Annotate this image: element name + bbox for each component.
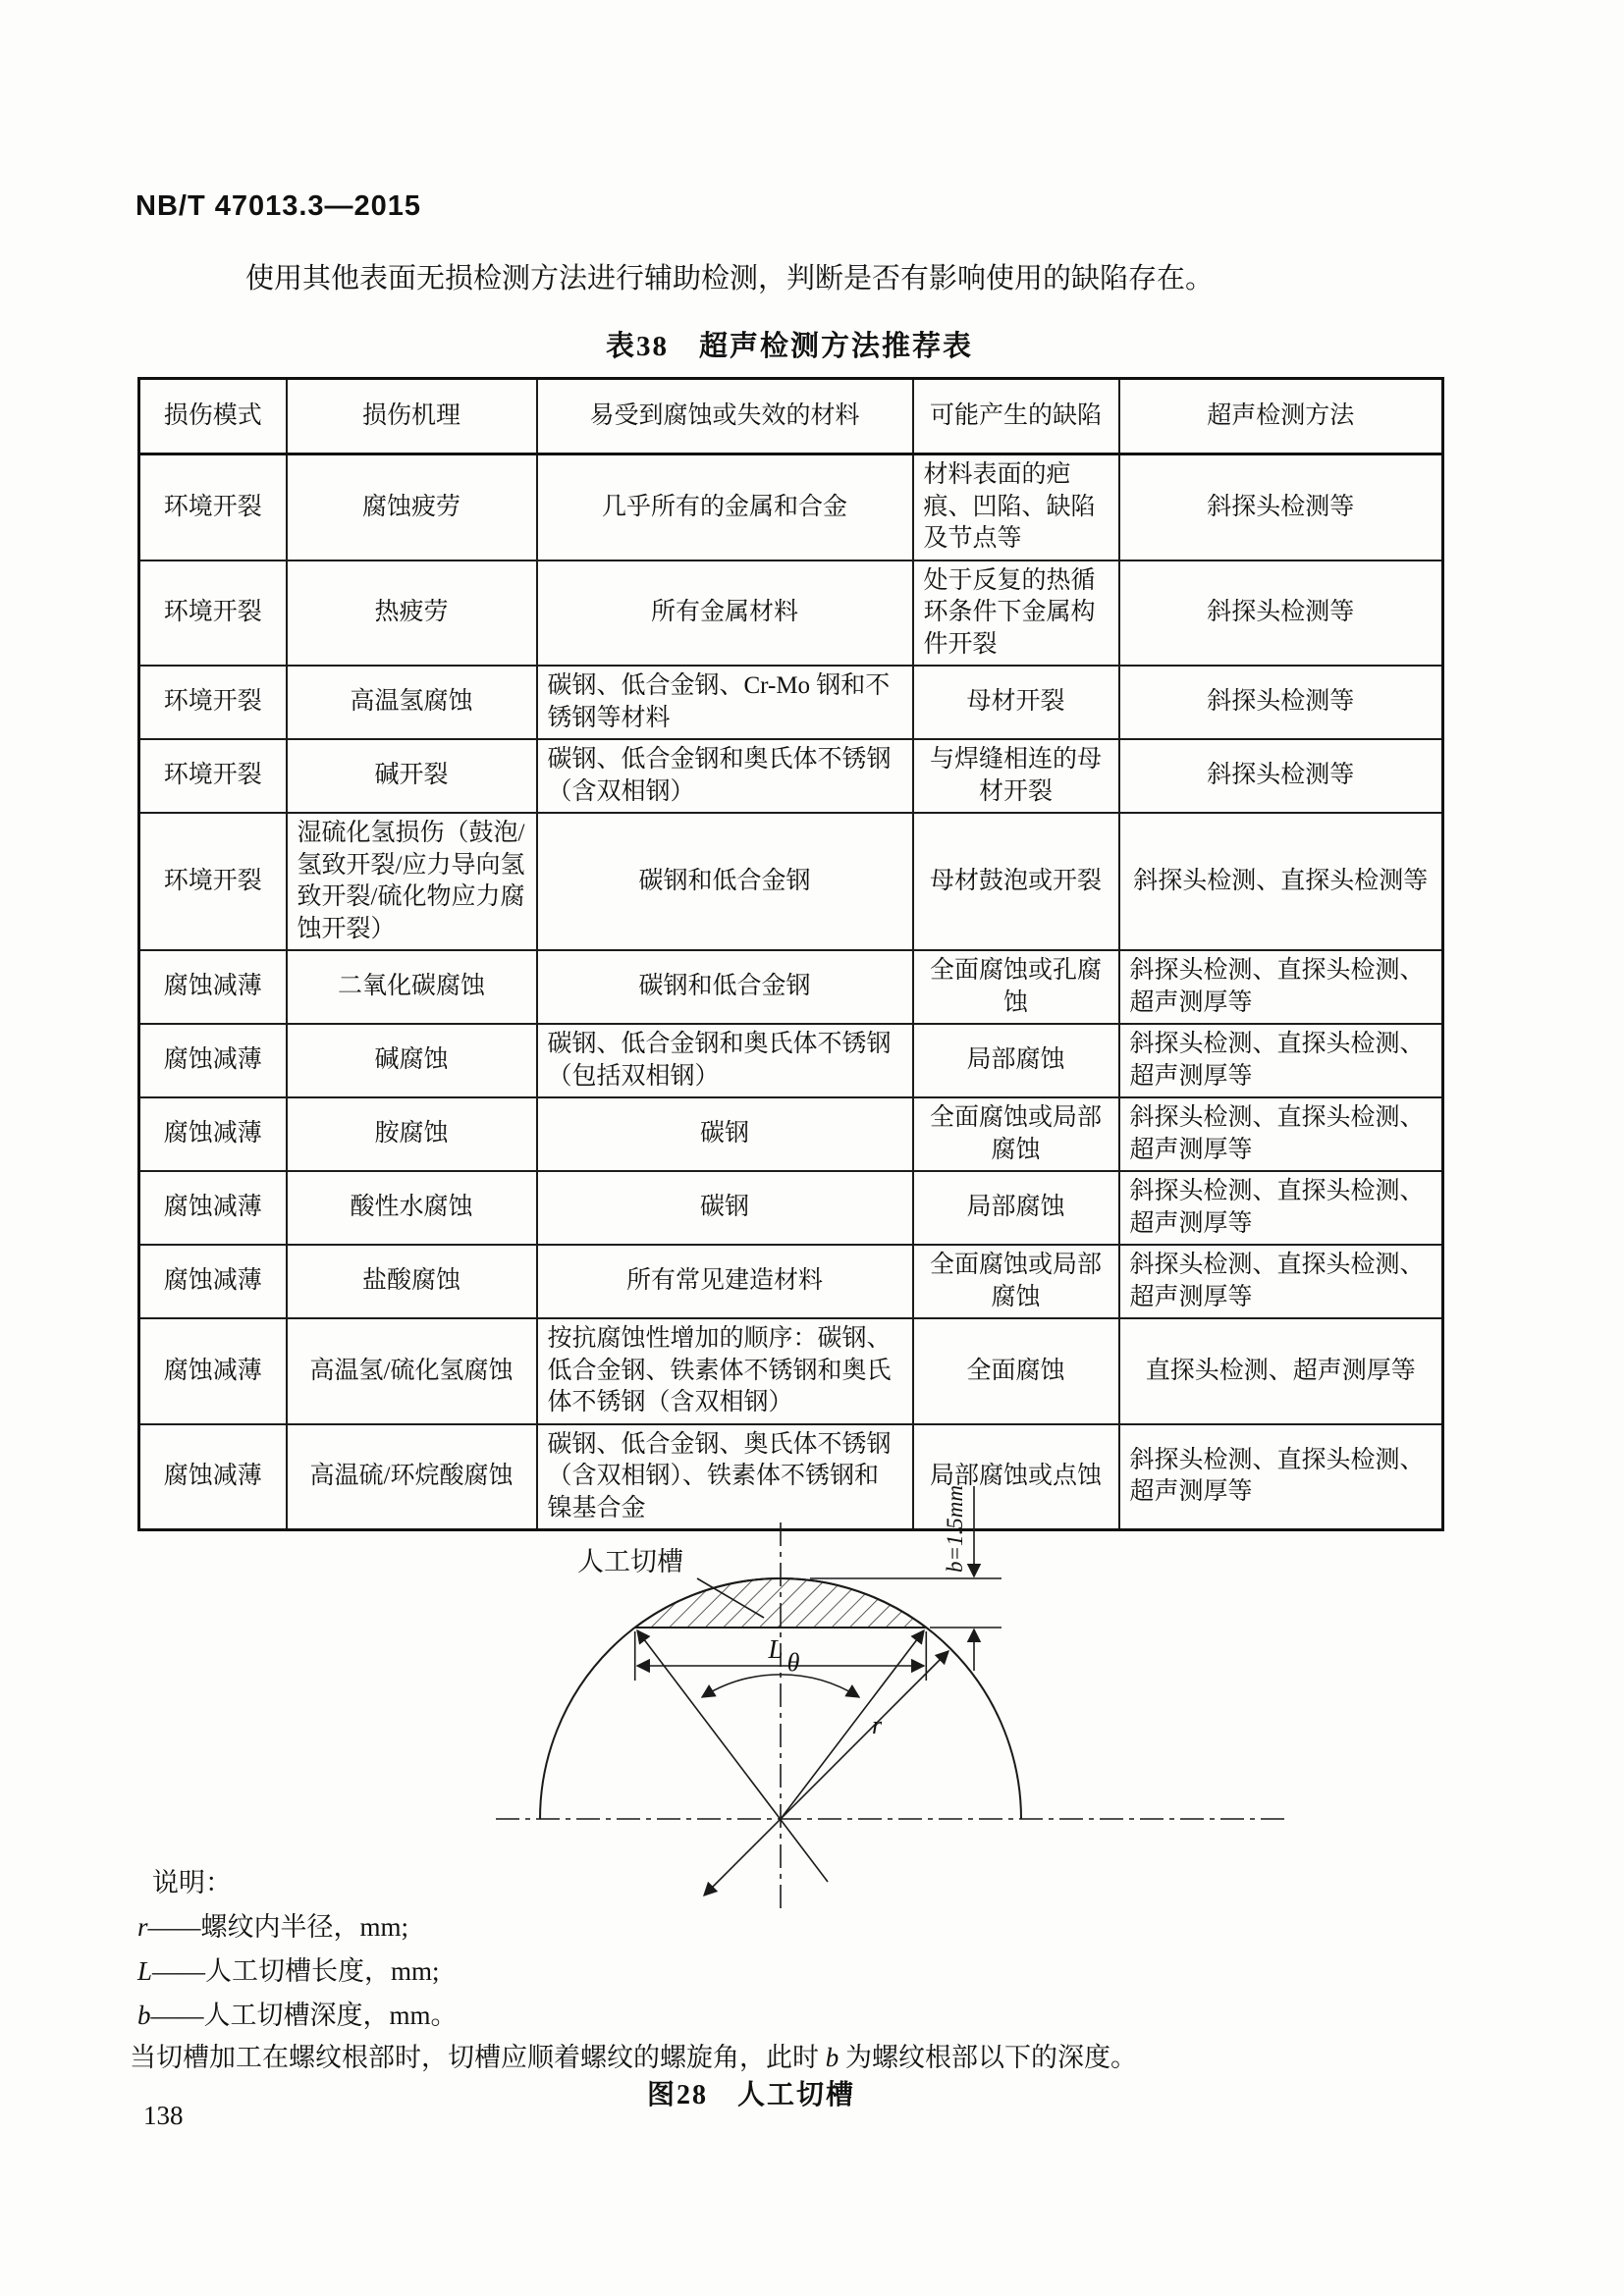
legend-item-L [137,1949,440,1988]
table-row [139,1024,1443,1097]
standard-number: NB/T 47013.3—2015 [135,190,422,222]
table-row [139,1171,1443,1245]
table-cell: 母材开裂 [913,666,1119,739]
table-cell: 所有常见建造材料 [537,1245,913,1318]
table-cell: 腐蚀减薄 [139,1245,287,1318]
table-cell: 斜探头检测、直探头检测、超声测厚等 [1119,1245,1443,1318]
table-cell: 高温硫/环烷酸腐蚀 [287,1424,537,1530]
table-cell: 环境开裂 [139,561,287,667]
table-cell: 全面腐蚀或局部腐蚀 [913,1245,1119,1318]
angle-leg-right [781,1630,924,1819]
table-cell: 二氧化碳腐蚀 [287,950,537,1024]
legend-item-r-text: ——螺纹内半径，mm; [147,1912,409,1942]
table-cell: 腐蚀减薄 [139,1024,287,1097]
table-cell: 碳钢和低合金钢 [537,950,913,1024]
table-cell: 胺腐蚀 [287,1097,537,1171]
table-cell: 湿硫化氢损伤（鼓泡/氢致开裂/应力导向氢致开裂/硫化物应力腐蚀开裂） [287,813,537,950]
table-cell: 斜探头检测、直探头检测、超声测厚等 [1119,1097,1443,1171]
legend-item-r [137,1905,408,1944]
table-row [139,950,1443,1024]
table-title: 表38 超声检测方法推荐表 [605,331,973,362]
symbol-L: L [137,1956,153,1986]
table-cell: 材料表面的疤痕、凹陷、缺陷及节点等 [913,454,1119,561]
table-cell: 斜探头检测等 [1119,561,1443,667]
table-cell: 局部腐蚀 [913,1024,1119,1097]
table-cell: 直探头检测、超声测厚等 [1119,1318,1443,1424]
table-header-row [139,379,1443,454]
intro-paragraph: 使用其他表面无损检测方法进行辅助检测，判断是否有影响使用的缺陷存在。 [245,263,1215,294]
legend-item-b-text: ——人工切槽深度，mm。 [150,2001,458,2030]
legend-note [130,2036,1137,2074]
depth-dimension-label: b=1.5mm [943,1485,967,1573]
table-cell: 高温氢腐蚀 [287,666,537,739]
table-cell: 斜探头检测、直探头检测、超声测厚等 [1119,950,1443,1024]
table-cell: 腐蚀减薄 [139,1424,287,1530]
table-cell: 全面腐蚀 [913,1318,1119,1424]
table-cell: 腐蚀减薄 [139,1318,287,1424]
table-row [139,1245,1443,1318]
table-cell: 酸性水腐蚀 [287,1171,537,1245]
table-cell: 处于反复的热循环条件下金属构件开裂 [913,561,1119,667]
column-header-ut-method: 超声检测方法 [1119,379,1443,454]
table-cell: 局部腐蚀 [913,1171,1119,1245]
radius-label: r [872,1711,883,1739]
table-cell: 斜探头检测等 [1119,454,1443,561]
table-cell: 斜探头检测等 [1119,666,1443,739]
table-cell: 环境开裂 [139,666,287,739]
table-cell: 斜探头检测、直探头检测等 [1119,813,1443,950]
table-cell: 碳钢 [537,1171,913,1245]
table-cell: 斜探头检测、直探头检测、超声测厚等 [1119,1171,1443,1245]
table-row [139,739,1443,813]
table-cell: 斜探头检测、直探头检测、超声测厚等 [1119,1424,1443,1530]
groove-hatched-segment [635,1578,927,1628]
table-cell: 与焊缝相连的母材开裂 [913,739,1119,813]
column-header-susceptible-materials: 易受到腐蚀或失效的材料 [537,379,913,454]
table-cell: 腐蚀疲劳 [287,454,537,561]
figure-caption: 图28 人工切槽 [646,2080,855,2110]
table-cell: 几乎所有的金属和合金 [537,454,913,561]
table-body [139,454,1443,1530]
groove-diagram [412,1468,1296,1918]
table-row [139,1097,1443,1171]
angle-theta-label: θ [786,1648,800,1677]
table-cell: 腐蚀减薄 [139,1097,287,1171]
column-header-possible-defects: 可能产生的缺陷 [913,379,1119,454]
table-row [139,561,1443,667]
groove-label: 人工切槽 [577,1547,683,1576]
note-post: 为螺纹根部以下的深度。 [839,2043,1137,2072]
table-cell: 局部腐蚀或点蚀 [913,1424,1119,1530]
table-cell: 环境开裂 [139,739,287,813]
table-cell: 碳钢、低合金钢和奥氏体不锈钢（包括双相钢） [537,1024,913,1097]
table-row [139,813,1443,950]
symbol-b: b [137,2001,151,2030]
table-cell: 盐酸腐蚀 [287,1245,537,1318]
symbol-r: r [137,1912,148,1942]
table-cell: 碳钢 [537,1097,913,1171]
table-cell: 高温氢/硫化氢腐蚀 [287,1318,537,1424]
table-cell: 碳钢、低合金钢、Cr-Mo 钢和不锈钢等材料 [537,666,913,739]
note-symbol-b: b [825,2043,839,2072]
table-cell: 腐蚀减薄 [139,950,287,1024]
column-header-damage-mechanism: 损伤机理 [287,379,537,454]
table-row [139,1318,1443,1424]
table-row [139,666,1443,739]
figure-28-artificial-groove [412,1468,1296,1918]
legend-item-L-text: ——人工切槽长度，mm; [152,1956,440,1986]
table-cell: 环境开裂 [139,454,287,561]
table-cell: 斜探头检测、直探头检测、超声测厚等 [1119,1024,1443,1097]
table-cell: 按抗腐蚀性增加的顺序：碳钢、低合金钢、铁素体不锈钢和奥氏体不锈钢（含双相钢） [537,1318,913,1424]
note-pre: 当切槽加工在螺纹根部时，切槽应顺着螺纹的螺旋角，此时 [130,2043,826,2072]
table-cell: 所有金属材料 [537,561,913,667]
page-number: 138 [143,2101,184,2130]
table-row [139,454,1443,561]
table-cell: 碳钢、低合金钢和奥氏体不锈钢（含双相钢） [537,739,913,813]
table-cell: 碳钢、低合金钢、奥氏体不锈钢（含双相钢）、铁素体不锈钢和镍基合金 [537,1424,913,1530]
table-cell: 碱腐蚀 [287,1024,537,1097]
column-header-damage-mode: 损伤模式 [139,379,287,454]
table-cell: 环境开裂 [139,813,287,950]
radius-dimension-line [704,1651,948,1896]
table-cell: 碳钢和低合金钢 [537,813,913,950]
table-cell: 全面腐蚀或孔腐蚀 [913,950,1119,1024]
legend-title: 说明： [152,1868,232,1897]
length-label: L [768,1634,784,1664]
table-cell: 腐蚀减薄 [139,1171,287,1245]
table-cell: 碱开裂 [287,739,537,813]
table-cell: 母材鼓泡或开裂 [913,813,1119,950]
legend-item-b [137,1994,458,2032]
table-cell: 斜探头检测等 [1119,739,1443,813]
table-cell: 热疲劳 [287,561,537,667]
ultrasonic-method-table [137,377,1444,1531]
table-cell: 全面腐蚀或局部腐蚀 [913,1097,1119,1171]
